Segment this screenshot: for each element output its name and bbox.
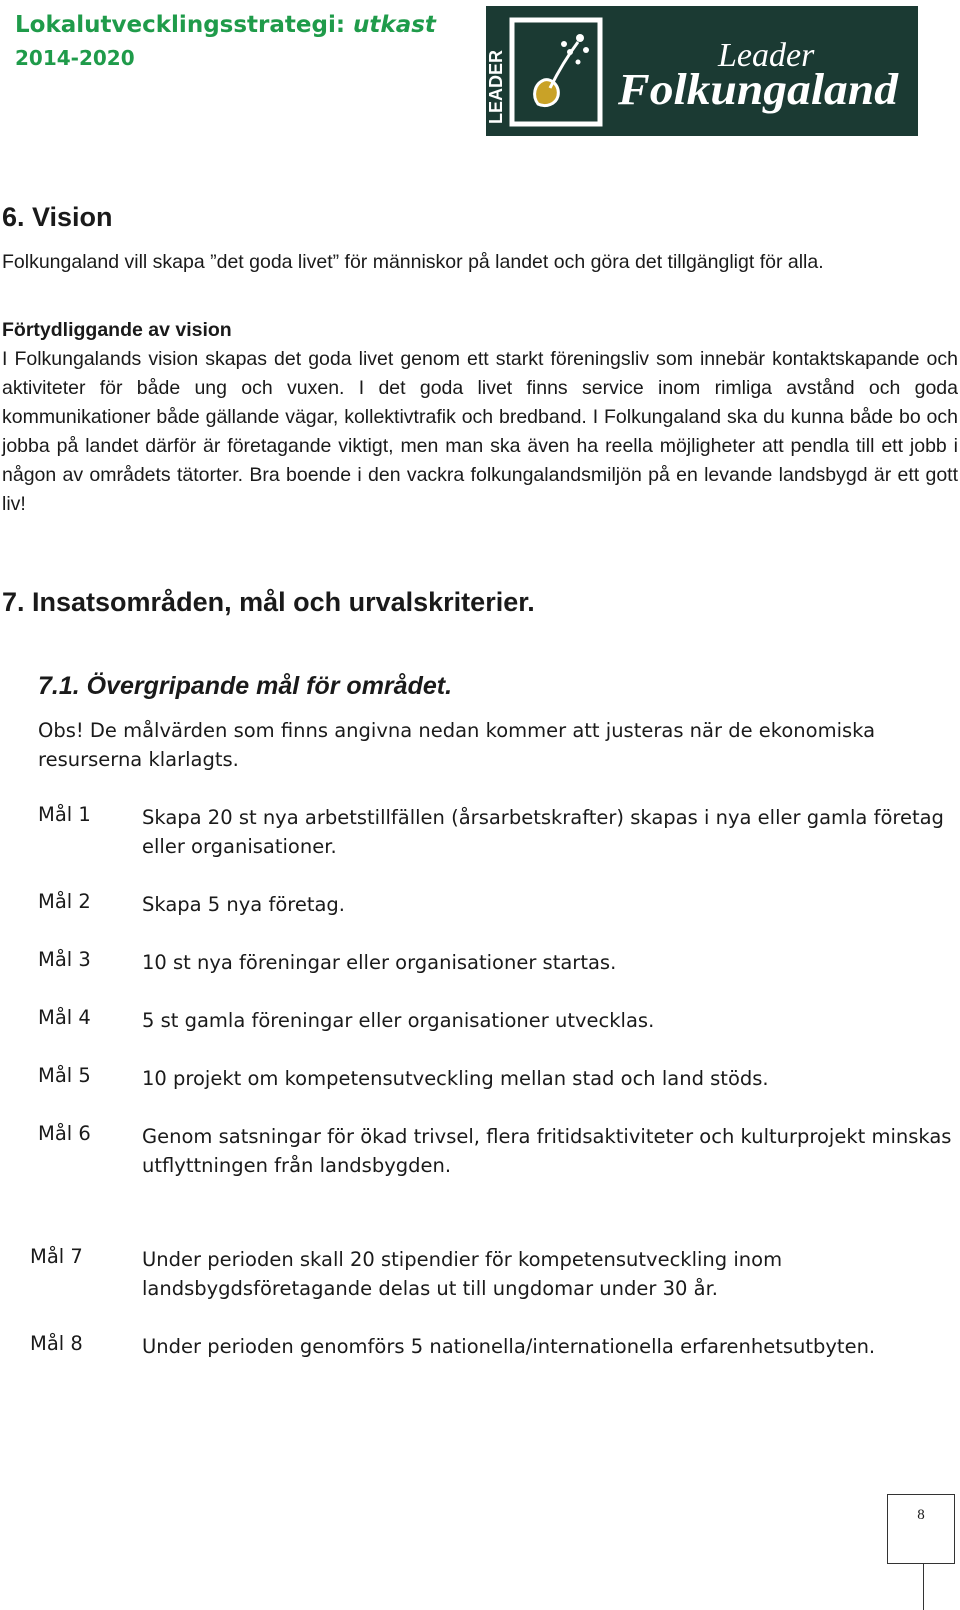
section-7-1-heading: 7.1. Övergripande mål för området. [38,672,453,700]
goal-7-text: Under perioden skall 20 stipendier för kompetensutveckling inom landsbygdsföretagande delas ut till ungdomar under 30 år. [142,1248,783,1300]
section-7-heading: 7. Insatsområden, mål och urvalskriterier. [2,587,535,617]
goal-1-text: Skapa 20 st nya arbetstillfällen (årsarbetskrafter) skapas i nya eller gamla företag eller organisationer. [142,806,944,858]
goal-2-label: Mål 2 [38,890,91,913]
page-number-connector [923,1563,924,1610]
goals-note: Obs! De målvärden som finns angivna nedan kommer att justeras när de ekonomiska resurserna klarlagts. [38,719,876,771]
page-number: 8 [917,1507,925,1523]
goal-8-label: Mål 8 [30,1332,83,1355]
logo-graphic [486,6,918,136]
page-number-box [887,1494,955,1564]
vision-text: Folkungaland vill skapa ”det goda livet” för människor på landet och göra det tillgängligt för alla. [2,251,824,273]
goal-2-text: Skapa 5 nya företag. [142,893,346,916]
document-title-main: Lokalutvecklingsstrategi: [15,12,354,38]
document-title [15,12,436,38]
section-6-heading: 6. Vision [2,202,113,232]
logo-line2: Folkungaland [616,65,900,114]
vision-clarification-heading: Förtydliggande av vision [2,319,232,341]
document-period: 2014-2020 [15,46,135,70]
goal-7-label: Mål 7 [30,1245,83,1268]
leader-folkungaland-logo [486,6,918,136]
goal-5-label: Mål 5 [38,1064,91,1087]
goal-3-text: 10 st nya föreningar eller organisationer startas. [142,951,617,974]
goal-4-label: Mål 4 [38,1006,91,1029]
logo-line1: Leader [718,37,815,74]
goal-1-label: Mål 1 [38,803,91,826]
goal-8-text: Under perioden genomförs 5 nationella/internationella erfarenhetsutbyten. [142,1335,876,1358]
vision-clarification-body: I Folkungalands vision skapas det goda livet genom ett starkt föreningsliv som innebär kontaktskapande och aktiviteter för både ung och vuxen. I det goda livet finns service inom rimliga avstånd och goda kommunikationer både gällande vägar, kollektivtrafik och bredband. I Folkungaland ska du kunna både bo och jobba på landet därför är företagande viktigt, men man ska även ha reella möjligheter att pendla till ett jobb i någon av områdets tätorter. Bra boende i den vackra folkungalandsmiljön på en levande landsbygd är ett gott liv! [2,348,958,515]
goal-4-text: 5 st gamla föreningar eller organisationer utvecklas. [142,1009,655,1032]
goal-6-text: Genom satsningar för ökad trivsel, flera fritidsaktiviteter och kulturprojekt minskas utflyttningen från landsbygden. [142,1125,952,1177]
goal-5-text: 10 projekt om kompetensutveckling mellan stad och land stöds. [142,1067,769,1090]
logo-side-text: LEADER [486,49,506,124]
goal-6-label: Mål 6 [38,1122,91,1145]
goal-3-label: Mål 3 [38,948,91,971]
document-title-draft: utkast [353,12,436,38]
